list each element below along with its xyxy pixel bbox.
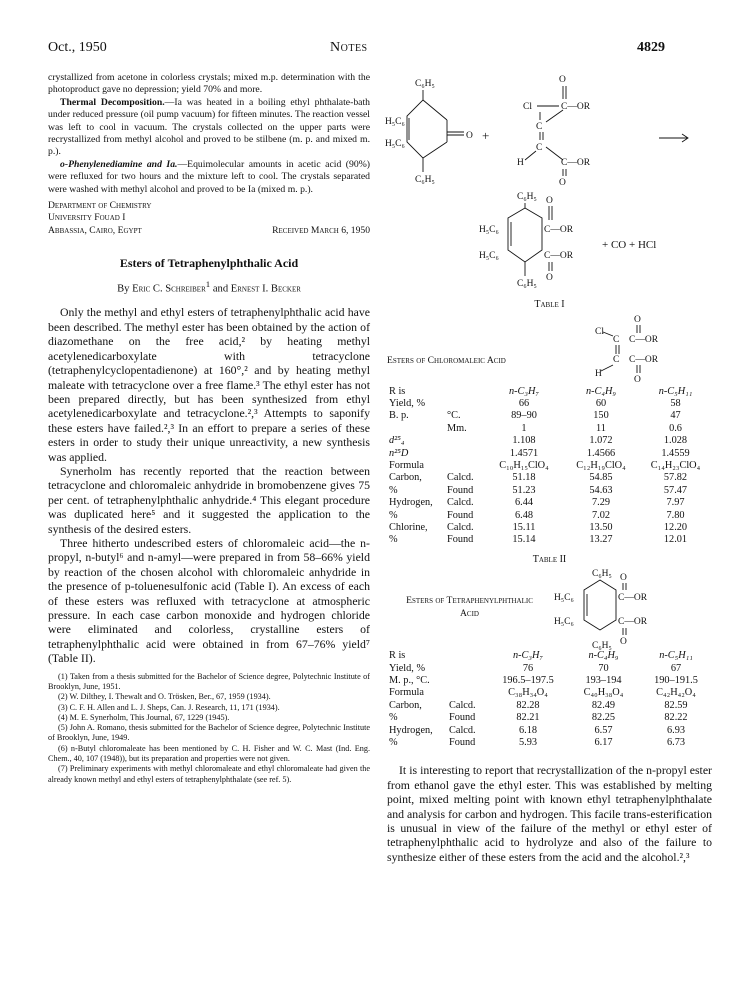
table-cell: 54.63 <box>589 484 613 496</box>
table-cell: 89–90 <box>511 410 537 422</box>
table-cell: 15.11 <box>512 522 536 534</box>
scheme-ph-bottom: C₆H₅ <box>415 175 435 185</box>
affiliation-row <box>48 224 370 237</box>
t1-cl: Cl <box>595 326 604 337</box>
scheme-product-ph-top: C₆H₅ <box>517 192 537 202</box>
table-cell: Calcd. <box>447 522 474 534</box>
table-cell: 82.28 <box>516 699 540 711</box>
t2-c-or-2: C—OR <box>618 617 648 628</box>
table-cell: 13.27 <box>589 534 613 546</box>
table-cell: 1 <box>521 422 527 434</box>
table-cell: Found <box>447 484 474 496</box>
byline <box>48 278 370 296</box>
table-cell <box>445 448 485 460</box>
carryover-paragraph: crystallized from acetone in colorless crystals; mixed m.p. determination with the photoproduct gave no depression; yield 70% and more. <box>48 72 370 96</box>
table-cell: 54.85 <box>589 472 613 484</box>
right-column <box>387 72 712 864</box>
table-cell: 51.18 <box>512 472 536 484</box>
table2-header-c5: n-C₅H₁₁ <box>659 650 693 662</box>
t1-o-top: O <box>634 314 641 325</box>
table-row <box>387 435 712 447</box>
opd-body: —Equimolecular amounts in acetic acid (90%) were refluxed for two hours and the mixture left to cool. The crystals separated were washed with methyl alcohol and proved to be Ia (mixed m. p.). <box>48 158 370 195</box>
table-cell: % <box>389 534 398 546</box>
table2-structure <box>552 566 692 650</box>
footnote-6: (6) n-Butyl chloromaleate has been mentioned by C. H. Fisher and W. C. Mast (Ind. Eng. Chem., 40, 107 (1948)), but its preparation and properties were not given. <box>48 743 370 764</box>
table-cell: 47 <box>670 410 681 422</box>
table-cell: 82.21 <box>516 712 540 724</box>
table-cell <box>447 687 489 699</box>
table1-structure <box>577 312 697 384</box>
page-number: 4829 <box>637 40 665 55</box>
table1 <box>387 386 712 547</box>
left-column <box>48 72 370 785</box>
table-cell: Found <box>449 712 476 724</box>
table-row <box>387 460 712 472</box>
table-cell: 1.108 <box>512 435 536 447</box>
table-cell: Mm. <box>447 422 467 434</box>
table-cell: 190–191.5 <box>654 674 698 686</box>
scheme-product-c-or-1: C—OR <box>544 225 574 235</box>
t2-h5c6-2: H₅C₆ <box>554 617 574 628</box>
author-1: Eric C. Schreiber <box>132 283 206 295</box>
table-cell: 6.44 <box>514 497 534 509</box>
table-cell: 82.59 <box>664 699 688 711</box>
table-cell: Hydrogen, <box>389 724 433 736</box>
table-row <box>387 410 712 422</box>
t2-h5c6-1: H₅C₆ <box>554 593 574 604</box>
table-cell: 60 <box>595 398 607 409</box>
table-cell: % <box>389 712 398 724</box>
table-cell: 11 <box>596 422 606 434</box>
table-cell: Found <box>447 534 474 546</box>
intro-paragraph: Only the methyl and ethyl esters of tetraphenylphthalic acid have been described. The methyl ester has been obtained by the action of diazomethane on the free acid,² by heating methyl acetylenedicarboxylate with tetracyclone (tetraphenylcyclopentadienone) at 160°,² and by heating methyl maleate with tetracyclone over a free flame.³ The ethyl ester has not been prepared directly, but has been synthesized from ethyl acetylenedicarboxylate and tetracyclone.²,³ Attempts to saponify these esters have failed.²,³ In an effort to prepare a series of these esters in order to study their unique unreactivity, a new synthesis was applied. <box>48 305 370 464</box>
scheme-byproducts: + CO + HCl <box>602 239 657 251</box>
table-row <box>387 423 712 435</box>
table-row <box>387 472 712 484</box>
header-date: Oct., 1950 <box>48 40 107 55</box>
table2-header-c3: n-C₃H₇ <box>512 650 544 662</box>
table1-caption: Esters of Chloromaleic Acid <box>387 355 506 367</box>
table-cell: 1.4566 <box>586 447 616 459</box>
table-cell: Calcd. <box>449 724 476 736</box>
opd-heading: o-Phenylenediamine and Ia. <box>60 158 178 170</box>
table-cell: 82.49 <box>591 699 616 711</box>
table1-header-c3: n-C₃H₇ <box>508 385 540 397</box>
table-cell: 6.73 <box>666 737 686 749</box>
table2-caption-row <box>387 566 712 650</box>
table-cell: Calcd. <box>449 699 476 711</box>
table-row <box>387 497 712 509</box>
table-cell: 6.93 <box>666 724 686 736</box>
byline-by: By <box>117 283 130 295</box>
t2-c-or-1: C—OR <box>618 593 648 604</box>
thermal-body: —Ia was heated in a boiling ethyl phthalate-bath under reduced pressure (oil pump vacuum) for fifteen minutes. The reaction vessel was left to cool in vacuum. The crystals collected on the upper parts were recrystallized from methyl alcohol and proved to be stilbene (m. p. and mixed m. p.). <box>48 96 371 158</box>
table-cell: 193–194 <box>585 674 622 686</box>
footnote-7: (7) Preliminary experiments with methyl chloromaleate and ethyl chloromaleate had given the already known methyl and ethyl esters of tetraphenylphthalate (see ref. 5). <box>48 764 370 784</box>
table-cell: Hydrogen, <box>389 497 433 509</box>
table-cell: 6.18 <box>518 724 538 736</box>
scheme-h5c6-1: H₅C₆ <box>385 117 405 127</box>
table-cell: 82.25 <box>591 712 616 724</box>
table-cell: 57.82 <box>663 472 688 484</box>
table-cell: B. p. <box>389 410 409 422</box>
table-cell: C₁₂H₁₉ClO₄ <box>576 460 626 472</box>
scheme-product-ph-bottom: C₆H₅ <box>517 279 537 289</box>
table2-label: Table II <box>532 553 567 565</box>
t1-h: H <box>595 368 602 379</box>
table1-label: Table I <box>534 299 565 311</box>
table-cell: 1.4559 <box>661 447 690 459</box>
table-cell: n²⁵D <box>389 447 409 459</box>
table-row <box>387 398 712 410</box>
table2-caption-line2: Acid <box>460 607 479 619</box>
scheme-o-top: O <box>559 75 566 85</box>
table-cell: 6.57 <box>594 724 613 736</box>
scheme-product-c-or-2: C—OR <box>544 251 574 261</box>
scheme-product-h5c6-1: H₅C₆ <box>479 225 499 235</box>
affiliation-line-2: University Fouad I <box>48 212 126 224</box>
table-cell: Formula <box>389 687 424 699</box>
table-cell: C₁₄H₂₃ClO₄ <box>650 460 701 472</box>
table-cell: 82.22 <box>664 712 688 724</box>
table2-caption <box>387 594 552 651</box>
table-cell: Carbon, <box>389 699 422 711</box>
table-row <box>387 675 712 687</box>
table-cell: Formula <box>389 460 424 472</box>
table-cell: 1.4571 <box>509 447 539 459</box>
header-section: Notes <box>330 40 368 55</box>
table-cell: Yield, % <box>389 662 426 674</box>
footnote-2: (2) W. Dilthey, I. Thewalt and O. Trösken, Ber., 67, 1959 (1934). <box>58 692 271 702</box>
table-cell: 6.48 <box>514 509 534 521</box>
table-cell: C₄₀H₃₈O₄ <box>583 687 624 699</box>
scheme-ketone-o: O <box>466 131 473 141</box>
t1-o-bottom: O <box>634 374 641 385</box>
t1-c-1: C <box>613 334 620 345</box>
scheme-product-h5c6-2: H₅C₆ <box>479 251 499 261</box>
esters-paragraph: Three hitherto undescribed esters of chloromaleic acid—the n-propyl, n-butyl⁶ and n-amyl—were prepared in from 58–66% yield by reaction of the chosen alcohol with chloromaleic anhydride in the presence of p-toluenesulfonic acid (Table I). An excess of each of these esters was refluxed with tetracyclone at atmospheric pressure. In each case carbon monoxide and hydrogen chloride were eliminated and colorless, crystalline esters of tetraphenylphthalic acid were obtained in from 67–76% yield⁷ (Table II). <box>48 535 370 666</box>
table1-caption-row <box>387 312 712 384</box>
table2-header-c4: n-C₄H₉ <box>588 650 619 662</box>
table-cell: d²⁵₄ <box>389 435 405 447</box>
footnotes <box>48 672 370 785</box>
t1-c-2: C <box>613 354 620 365</box>
table-cell: 58 <box>670 398 681 409</box>
table-cell: 7.80 <box>666 509 685 521</box>
reaction-scheme <box>387 72 712 292</box>
table-cell: M. p., °C. <box>389 674 430 686</box>
scheme-c-1: C <box>536 122 543 132</box>
table-cell: 0.6 <box>669 422 682 434</box>
table-cell: C₁₀H₁₅ClO₄ <box>499 460 549 472</box>
table-cell: % <box>389 509 398 521</box>
table-cell <box>445 435 485 447</box>
footnote-1: (1) Taken from a thesis submitted for the Bachelor of Science degree, Polytechnic Institute of Brooklyn, June, 1951. <box>48 671 370 691</box>
table-cell: % <box>389 737 398 749</box>
table-cell: C₃₈H₃₄O₄ <box>508 687 548 699</box>
footnote-4: (4) M. E. Synerholm, This Journal, 67, 1229 (1945). <box>58 712 230 722</box>
table-cell: Calcd. <box>447 472 474 484</box>
table-cell: Chlorine, <box>389 522 428 534</box>
table-cell: Found <box>447 509 474 521</box>
scheme-h5c6-2: H₅C₆ <box>385 139 405 149</box>
t1-c-or-2: C—OR <box>629 354 659 365</box>
table-cell: 12.20 <box>663 522 688 534</box>
byline-and: and <box>212 283 229 295</box>
table-cell <box>445 398 485 410</box>
table-row <box>387 386 712 398</box>
scheme-product-o-bottom: O <box>546 273 553 283</box>
table2 <box>387 650 712 749</box>
article-title: Esters of Tetraphenylphthalic Acid <box>119 256 299 271</box>
t2-ph-bottom: C₆H₅ <box>592 641 612 652</box>
t2-ph-top: C₆H₅ <box>592 569 612 580</box>
table-row <box>387 448 712 460</box>
table-cell <box>447 663 489 675</box>
footnote-3: (3) C. F. H. Allen and L. J. Sheps, Can. J. Research, 11, 171 (1934). <box>58 702 280 712</box>
table-cell: 13.50 <box>589 522 613 534</box>
received-date: Received March 6, 1950 <box>272 225 370 237</box>
scheme-h: H <box>517 158 524 168</box>
table-cell: 7.97 <box>666 497 685 509</box>
table-row <box>387 534 712 546</box>
table-cell: 196.5–197.5 <box>502 674 554 686</box>
thermal-paragraph <box>48 97 370 159</box>
scheme-o-bottom: O <box>559 178 566 188</box>
t2-o-top: O <box>620 573 627 584</box>
scheme-ph-top: C₆H₅ <box>415 79 435 89</box>
opd-paragraph <box>48 159 370 196</box>
table-cell: 57.47 <box>663 484 688 496</box>
scheme-c-2: C <box>536 143 543 153</box>
table-row <box>387 725 712 737</box>
table-row <box>387 737 712 749</box>
table-cell: Calcd. <box>447 497 474 509</box>
table2-caption-line1: Esters of Tetraphenylphthalic <box>406 594 533 606</box>
table-cell: 150 <box>593 410 609 422</box>
table-cell: 67 <box>670 662 682 674</box>
table-row <box>387 522 712 534</box>
author-2: Ernest I. Becker <box>230 283 301 295</box>
table-cell: 12.01 <box>663 534 688 546</box>
table2-header-r: R is <box>389 650 406 662</box>
table-cell: 1.028 <box>663 435 688 447</box>
table-cell: 76 <box>522 662 534 674</box>
affiliation-line-3: Abbassia, Cairo, Egypt <box>48 225 142 237</box>
table-cell: % <box>389 484 398 496</box>
scheme-c-or-2: C—OR <box>561 158 591 168</box>
table-cell: 51.23 <box>512 484 536 496</box>
t2-o-bottom: O <box>620 637 627 648</box>
scheme-c-or-1: C—OR <box>561 102 591 112</box>
table-cell <box>447 675 489 687</box>
table-cell: 66 <box>518 398 530 409</box>
affiliation-line-1: Department of Chemistry <box>48 200 152 212</box>
table-cell: Carbon, <box>389 472 422 484</box>
table-row <box>387 687 712 699</box>
footnote-5: (5) John A. Romano, thesis submitted for the Bachelor of Science degree, Polytechnic Institute of Brooklyn, June, 1949. <box>48 723 370 743</box>
table-cell: 7.02 <box>591 509 611 521</box>
table1-header-c4: n-C₄H₉ <box>585 385 617 397</box>
table-row <box>387 663 712 675</box>
table-row <box>387 650 712 662</box>
table-row <box>387 712 712 724</box>
table-cell: °C. <box>447 410 461 422</box>
closing-paragraph: It is interesting to report that recrystallization of the n-propyl ester from ethanol gave the ethyl ester. This was established by melting point, mixed melting point with known ethyl tetraphenylphthalate and analysis for carbon and hydrogen. This facile trans-esterification is unusual in view of the failure of the methyl or ethyl ester of tetraphenylphthalic acid to hydrolyze and also of the failure to synthesize either of these esters from the acid and the alcohol.²,³ <box>387 763 712 864</box>
table-cell <box>387 423 445 435</box>
table-cell: C₄₂H₄₂O₄ <box>656 687 696 699</box>
table1-header-c5: n-C₅H₁₁ <box>658 385 693 397</box>
table-cell: 6.17 <box>594 737 613 749</box>
scheme-cl: Cl <box>523 102 532 112</box>
table-row <box>387 700 712 712</box>
table-cell: 15.14 <box>512 534 536 546</box>
author-1-footnote: 1 <box>205 278 211 289</box>
table-row <box>387 485 712 497</box>
table-cell <box>445 460 485 472</box>
table-cell: 5.93 <box>518 737 538 749</box>
table-cell: 1.072 <box>589 435 613 447</box>
thermal-heading: Thermal Decomposition. <box>60 96 165 108</box>
table1-header-r: R is <box>389 385 406 397</box>
t1-c-or-1: C—OR <box>629 334 659 345</box>
table-cell: 7.29 <box>591 497 611 509</box>
table-cell: 70 <box>598 662 609 674</box>
scheme-product-o-top: O <box>546 196 553 206</box>
scheme-plus: + <box>482 128 490 143</box>
table-row <box>387 510 712 522</box>
table-cell: Found <box>449 737 476 749</box>
table-cell: Yield, % <box>389 398 426 409</box>
synerholm-paragraph: Synerholm has recently reported that the reaction between tetracyclone and chloromaleic anhydride in bromobenzene gives 75 per cent. of tetraphenylphthalic anhydride.⁴ This elegant procedure was duplicated here⁵ and it suggested the application to the synthesis of the desired esters. <box>48 463 370 536</box>
